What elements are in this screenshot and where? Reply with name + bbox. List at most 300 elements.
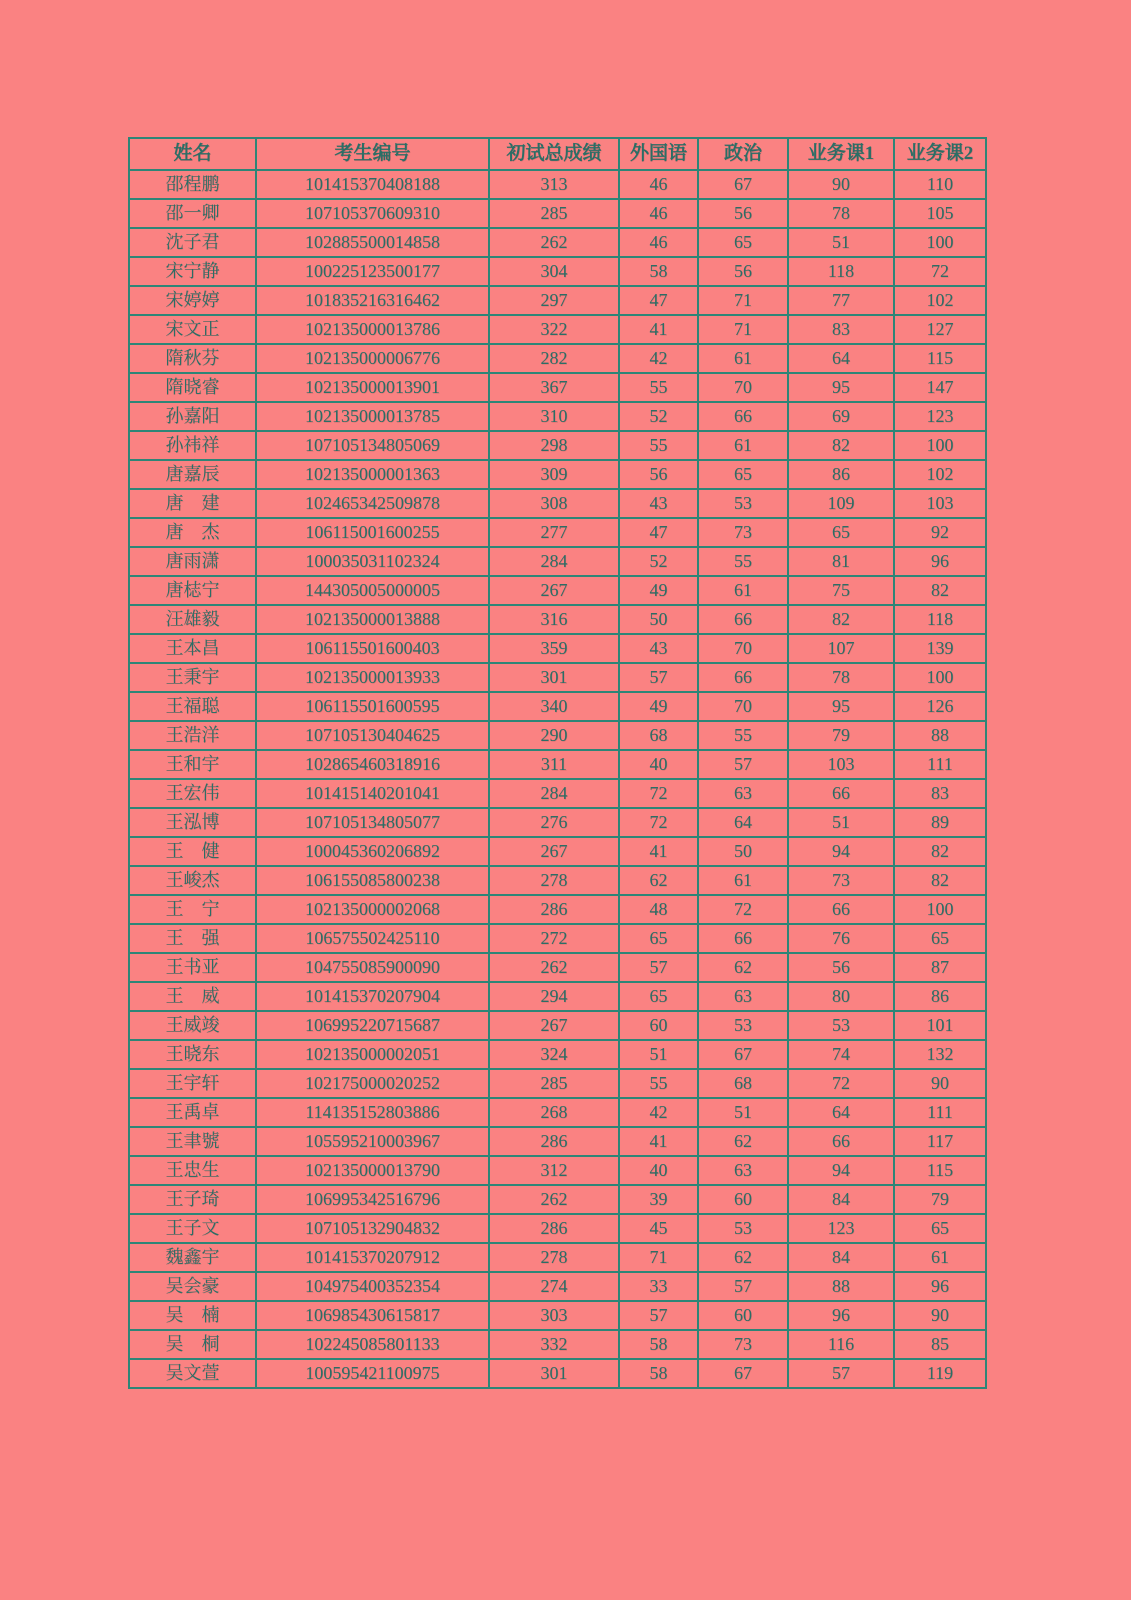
cell-course-2: 132 [894, 1040, 986, 1069]
cell-politics: 67 [698, 1040, 788, 1069]
cell-course-2: 100 [894, 228, 986, 257]
cell-name: 魏鑫宇 [129, 1243, 256, 1272]
cell-total-score: 286 [489, 1127, 619, 1156]
cell-candidate-number: 106575502425110 [256, 924, 489, 953]
cell-course-2: 100 [894, 895, 986, 924]
table-row [129, 721, 986, 750]
cell-total-score: 313 [489, 170, 619, 199]
cell-candidate-number: 107105134805069 [256, 431, 489, 460]
cell-politics: 60 [698, 1301, 788, 1330]
cell-politics: 57 [698, 750, 788, 779]
cell-course-2: 86 [894, 982, 986, 1011]
cell-course-1: 72 [788, 1069, 894, 1098]
cell-candidate-number: 101415370207912 [256, 1243, 489, 1272]
cell-total-score: 278 [489, 1243, 619, 1272]
cell-total-score: 262 [489, 953, 619, 982]
cell-politics: 60 [698, 1185, 788, 1214]
cell-course-2: 82 [894, 576, 986, 605]
cell-course-2: 127 [894, 315, 986, 344]
table-row [129, 808, 986, 837]
cell-politics: 71 [698, 315, 788, 344]
cell-course-2: 102 [894, 460, 986, 489]
cell-course-2: 61 [894, 1243, 986, 1272]
cell-course-1: 118 [788, 257, 894, 286]
cell-course-2: 65 [894, 924, 986, 953]
cell-candidate-number: 101835216316462 [256, 286, 489, 315]
cell-course-1: 76 [788, 924, 894, 953]
cell-politics: 63 [698, 1156, 788, 1185]
table-row [129, 866, 986, 895]
cell-name: 王福聪 [129, 692, 256, 721]
cell-foreign-language: 57 [619, 1301, 698, 1330]
cell-course-2: 100 [894, 663, 986, 692]
cell-politics: 61 [698, 431, 788, 460]
table-row [129, 402, 986, 431]
cell-total-score: 301 [489, 663, 619, 692]
table-row [129, 605, 986, 634]
table-row [129, 1272, 986, 1301]
cell-name: 王子琦 [129, 1185, 256, 1214]
cell-candidate-number: 107105132904832 [256, 1214, 489, 1243]
cell-total-score: 285 [489, 199, 619, 228]
cell-candidate-number: 106155085800238 [256, 866, 489, 895]
cell-name: 吴文萱 [129, 1359, 256, 1388]
cell-foreign-language: 62 [619, 866, 698, 895]
cell-name: 隋秋芬 [129, 344, 256, 373]
table-row [129, 1359, 986, 1388]
cell-course-1: 66 [788, 895, 894, 924]
cell-candidate-number: 107105130404625 [256, 721, 489, 750]
cell-course-1: 82 [788, 605, 894, 634]
cell-course-1: 95 [788, 692, 894, 721]
cell-candidate-number: 105595210003967 [256, 1127, 489, 1156]
header-row [129, 138, 986, 170]
cell-course-2: 82 [894, 866, 986, 895]
cell-course-1: 109 [788, 489, 894, 518]
cell-name: 王忠生 [129, 1156, 256, 1185]
cell-politics: 51 [698, 1098, 788, 1127]
cell-course-2: 115 [894, 1156, 986, 1185]
table-row [129, 924, 986, 953]
cell-politics: 55 [698, 721, 788, 750]
cell-foreign-language: 50 [619, 605, 698, 634]
cell-foreign-language: 58 [619, 257, 698, 286]
cell-course-1: 78 [788, 199, 894, 228]
cell-name: 王浩洋 [129, 721, 256, 750]
cell-politics: 61 [698, 576, 788, 605]
cell-politics: 62 [698, 1243, 788, 1272]
cell-foreign-language: 72 [619, 779, 698, 808]
cell-candidate-number: 144305005000005 [256, 576, 489, 605]
cell-course-2: 79 [894, 1185, 986, 1214]
cell-course-2: 65 [894, 1214, 986, 1243]
cell-total-score: 267 [489, 576, 619, 605]
cell-name: 唐嘉辰 [129, 460, 256, 489]
cell-foreign-language: 47 [619, 518, 698, 547]
cell-name: 邵一卿 [129, 199, 256, 228]
cell-foreign-language: 65 [619, 924, 698, 953]
cell-total-score: 332 [489, 1330, 619, 1359]
cell-total-score: 262 [489, 228, 619, 257]
cell-name: 汪雄毅 [129, 605, 256, 634]
table-row [129, 518, 986, 547]
table-row [129, 431, 986, 460]
cell-politics: 62 [698, 953, 788, 982]
cell-politics: 64 [698, 808, 788, 837]
cell-politics: 53 [698, 1011, 788, 1040]
table-row [129, 895, 986, 924]
cell-foreign-language: 41 [619, 837, 698, 866]
table-row [129, 228, 986, 257]
cell-candidate-number: 102465342509878 [256, 489, 489, 518]
cell-course-1: 79 [788, 721, 894, 750]
table-row [129, 315, 986, 344]
cell-foreign-language: 46 [619, 170, 698, 199]
cell-course-1: 66 [788, 1127, 894, 1156]
cell-name: 王峻杰 [129, 866, 256, 895]
cell-name: 王书亚 [129, 953, 256, 982]
cell-total-score: 277 [489, 518, 619, 547]
cell-total-score: 308 [489, 489, 619, 518]
cell-candidate-number: 106995342516796 [256, 1185, 489, 1214]
cell-foreign-language: 57 [619, 953, 698, 982]
cell-total-score: 359 [489, 634, 619, 663]
table-row [129, 982, 986, 1011]
cell-course-1: 53 [788, 1011, 894, 1040]
cell-candidate-number: 106115501600403 [256, 634, 489, 663]
cell-total-score: 272 [489, 924, 619, 953]
cell-politics: 66 [698, 402, 788, 431]
cell-politics: 68 [698, 1069, 788, 1098]
cell-candidate-number: 100045360206892 [256, 837, 489, 866]
col-header-course-1: 业务课1 [788, 138, 894, 170]
cell-total-score: 301 [489, 1359, 619, 1388]
cell-name: 王禹卓 [129, 1098, 256, 1127]
cell-candidate-number: 102175000020252 [256, 1069, 489, 1098]
cell-total-score: 282 [489, 344, 619, 373]
cell-course-2: 118 [894, 605, 986, 634]
cell-candidate-number: 102865460318916 [256, 750, 489, 779]
cell-course-1: 64 [788, 344, 894, 373]
cell-course-2: 101 [894, 1011, 986, 1040]
cell-course-2: 83 [894, 779, 986, 808]
col-header-politics: 政治 [698, 138, 788, 170]
cell-course-1: 57 [788, 1359, 894, 1388]
cell-name: 唐 杰 [129, 518, 256, 547]
cell-course-2: 96 [894, 547, 986, 576]
cell-candidate-number: 102135000013786 [256, 315, 489, 344]
table-row [129, 663, 986, 692]
cell-course-1: 51 [788, 228, 894, 257]
cell-candidate-number: 102885500014858 [256, 228, 489, 257]
cell-foreign-language: 40 [619, 1156, 698, 1185]
table-row [129, 1127, 986, 1156]
cell-course-2: 139 [894, 634, 986, 663]
cell-foreign-language: 55 [619, 1069, 698, 1098]
cell-course-2: 147 [894, 373, 986, 402]
cell-course-2: 72 [894, 257, 986, 286]
table-row [129, 1301, 986, 1330]
cell-candidate-number: 107105134805077 [256, 808, 489, 837]
cell-candidate-number: 102135000013933 [256, 663, 489, 692]
cell-foreign-language: 71 [619, 1243, 698, 1272]
cell-total-score: 284 [489, 779, 619, 808]
cell-course-1: 123 [788, 1214, 894, 1243]
cell-foreign-language: 41 [619, 1127, 698, 1156]
cell-name: 王秉宇 [129, 663, 256, 692]
cell-foreign-language: 48 [619, 895, 698, 924]
table-row [129, 257, 986, 286]
cell-candidate-number: 100595421100975 [256, 1359, 489, 1388]
cell-politics: 55 [698, 547, 788, 576]
cell-course-1: 65 [788, 518, 894, 547]
cell-candidate-number: 102135000013785 [256, 402, 489, 431]
cell-politics: 72 [698, 895, 788, 924]
cell-course-1: 94 [788, 1156, 894, 1185]
cell-foreign-language: 47 [619, 286, 698, 315]
cell-candidate-number: 102135000006776 [256, 344, 489, 373]
cell-course-2: 117 [894, 1127, 986, 1156]
cell-total-score: 367 [489, 373, 619, 402]
table-row [129, 489, 986, 518]
cell-total-score: 268 [489, 1098, 619, 1127]
cell-name: 王 宁 [129, 895, 256, 924]
cell-course-1: 66 [788, 779, 894, 808]
cell-politics: 70 [698, 373, 788, 402]
table-row [129, 1011, 986, 1040]
cell-candidate-number: 106995220715687 [256, 1011, 489, 1040]
cell-foreign-language: 55 [619, 373, 698, 402]
cell-politics: 53 [698, 489, 788, 518]
cell-candidate-number: 102135000013901 [256, 373, 489, 402]
cell-politics: 63 [698, 982, 788, 1011]
cell-total-score: 294 [489, 982, 619, 1011]
cell-foreign-language: 51 [619, 1040, 698, 1069]
cell-candidate-number: 102135000001363 [256, 460, 489, 489]
cell-total-score: 340 [489, 692, 619, 721]
cell-total-score: 262 [489, 1185, 619, 1214]
table-body [129, 170, 986, 1388]
cell-course-1: 69 [788, 402, 894, 431]
cell-foreign-language: 52 [619, 402, 698, 431]
cell-foreign-language: 68 [619, 721, 698, 750]
cell-course-1: 103 [788, 750, 894, 779]
cell-foreign-language: 33 [619, 1272, 698, 1301]
cell-foreign-language: 56 [619, 460, 698, 489]
cell-foreign-language: 46 [619, 199, 698, 228]
col-header-candidate-number: 考生编号 [256, 138, 489, 170]
cell-name: 宋文正 [129, 315, 256, 344]
cell-total-score: 284 [489, 547, 619, 576]
cell-candidate-number: 102135000002051 [256, 1040, 489, 1069]
cell-name: 邵程鹏 [129, 170, 256, 199]
cell-course-2: 96 [894, 1272, 986, 1301]
table-row [129, 779, 986, 808]
cell-course-2: 115 [894, 344, 986, 373]
table-row [129, 1156, 986, 1185]
cell-course-2: 105 [894, 199, 986, 228]
table-row [129, 199, 986, 228]
cell-name: 王泓博 [129, 808, 256, 837]
table-row [129, 460, 986, 489]
cell-name: 沈子君 [129, 228, 256, 257]
cell-course-2: 110 [894, 170, 986, 199]
cell-foreign-language: 39 [619, 1185, 698, 1214]
cell-name: 王本昌 [129, 634, 256, 663]
cell-course-1: 84 [788, 1185, 894, 1214]
table-row [129, 1330, 986, 1359]
cell-course-1: 81 [788, 547, 894, 576]
cell-total-score: 324 [489, 1040, 619, 1069]
cell-name: 吴 楠 [129, 1301, 256, 1330]
cell-candidate-number: 101415370408188 [256, 170, 489, 199]
cell-politics: 65 [698, 460, 788, 489]
table-row [129, 634, 986, 663]
cell-candidate-number: 100035031102324 [256, 547, 489, 576]
cell-candidate-number: 102135000013888 [256, 605, 489, 634]
cell-politics: 73 [698, 1330, 788, 1359]
cell-name: 王聿號 [129, 1127, 256, 1156]
cell-politics: 66 [698, 924, 788, 953]
cell-politics: 67 [698, 170, 788, 199]
cell-foreign-language: 60 [619, 1011, 698, 1040]
cell-politics: 56 [698, 199, 788, 228]
table-row [129, 1098, 986, 1127]
cell-total-score: 286 [489, 1214, 619, 1243]
cell-foreign-language: 43 [619, 489, 698, 518]
cell-foreign-language: 72 [619, 808, 698, 837]
table-row [129, 1214, 986, 1243]
cell-course-2: 82 [894, 837, 986, 866]
cell-candidate-number: 106115001600255 [256, 518, 489, 547]
cell-politics: 66 [698, 663, 788, 692]
cell-name: 王 健 [129, 837, 256, 866]
cell-candidate-number: 104975400352354 [256, 1272, 489, 1301]
cell-course-1: 88 [788, 1272, 894, 1301]
cell-foreign-language: 42 [619, 1098, 698, 1127]
cell-name: 吴 桐 [129, 1330, 256, 1359]
col-header-course-2: 业务课2 [894, 138, 986, 170]
col-header-name: 姓名 [129, 138, 256, 170]
cell-candidate-number: 101415370207904 [256, 982, 489, 1011]
table-row [129, 692, 986, 721]
cell-course-1: 78 [788, 663, 894, 692]
cell-course-2: 111 [894, 1098, 986, 1127]
cell-course-1: 80 [788, 982, 894, 1011]
cell-name: 唐梽宁 [129, 576, 256, 605]
cell-course-2: 85 [894, 1330, 986, 1359]
cell-name: 宋婷婷 [129, 286, 256, 315]
cell-course-1: 96 [788, 1301, 894, 1330]
cell-course-1: 94 [788, 837, 894, 866]
cell-course-2: 87 [894, 953, 986, 982]
cell-politics: 57 [698, 1272, 788, 1301]
cell-course-1: 51 [788, 808, 894, 837]
cell-name: 王 强 [129, 924, 256, 953]
cell-course-1: 90 [788, 170, 894, 199]
cell-name: 王 威 [129, 982, 256, 1011]
table-row [129, 953, 986, 982]
cell-course-1: 74 [788, 1040, 894, 1069]
cell-course-1: 73 [788, 866, 894, 895]
cell-course-2: 92 [894, 518, 986, 547]
cell-course-1: 77 [788, 286, 894, 315]
cell-total-score: 290 [489, 721, 619, 750]
cell-name: 隋晓睿 [129, 373, 256, 402]
cell-name: 宋宁静 [129, 257, 256, 286]
cell-course-1: 75 [788, 576, 894, 605]
table-row [129, 170, 986, 199]
cell-course-1: 116 [788, 1330, 894, 1359]
cell-course-2: 89 [894, 808, 986, 837]
cell-candidate-number: 106115501600595 [256, 692, 489, 721]
cell-total-score: 309 [489, 460, 619, 489]
table-row [129, 1040, 986, 1069]
table-row [129, 344, 986, 373]
cell-course-2: 88 [894, 721, 986, 750]
cell-candidate-number: 102245085801133 [256, 1330, 489, 1359]
table-row [129, 1243, 986, 1272]
cell-total-score: 298 [489, 431, 619, 460]
cell-course-2: 102 [894, 286, 986, 315]
cell-course-1: 86 [788, 460, 894, 489]
cell-total-score: 267 [489, 1011, 619, 1040]
cell-course-2: 103 [894, 489, 986, 518]
cell-name: 孙祎祥 [129, 431, 256, 460]
table-row [129, 750, 986, 779]
cell-name: 王子文 [129, 1214, 256, 1243]
cell-politics: 73 [698, 518, 788, 547]
cell-course-1: 56 [788, 953, 894, 982]
cell-candidate-number: 102135000013790 [256, 1156, 489, 1185]
col-header-foreign-language: 外国语 [619, 138, 698, 170]
scores-table [128, 137, 987, 1389]
table-row [129, 576, 986, 605]
cell-foreign-language: 41 [619, 315, 698, 344]
cell-course-2: 90 [894, 1069, 986, 1098]
cell-course-1: 95 [788, 373, 894, 402]
cell-total-score: 278 [489, 866, 619, 895]
cell-course-1: 82 [788, 431, 894, 460]
cell-name: 王威竣 [129, 1011, 256, 1040]
cell-politics: 70 [698, 692, 788, 721]
cell-foreign-language: 58 [619, 1359, 698, 1388]
cell-total-score: 303 [489, 1301, 619, 1330]
cell-course-2: 111 [894, 750, 986, 779]
cell-politics: 50 [698, 837, 788, 866]
cell-politics: 63 [698, 779, 788, 808]
cell-candidate-number: 107105370609310 [256, 199, 489, 228]
cell-politics: 67 [698, 1359, 788, 1388]
cell-foreign-language: 55 [619, 431, 698, 460]
table-row [129, 373, 986, 402]
cell-politics: 66 [698, 605, 788, 634]
cell-foreign-language: 52 [619, 547, 698, 576]
cell-course-1: 64 [788, 1098, 894, 1127]
cell-name: 唐 建 [129, 489, 256, 518]
table-row [129, 547, 986, 576]
cell-politics: 62 [698, 1127, 788, 1156]
cell-politics: 70 [698, 634, 788, 663]
cell-course-2: 90 [894, 1301, 986, 1330]
cell-candidate-number: 114135152803886 [256, 1098, 489, 1127]
cell-foreign-language: 43 [619, 634, 698, 663]
cell-candidate-number: 102135000002068 [256, 895, 489, 924]
cell-candidate-number: 101415140201041 [256, 779, 489, 808]
cell-foreign-language: 49 [619, 692, 698, 721]
cell-name: 王和宇 [129, 750, 256, 779]
cell-politics: 71 [698, 286, 788, 315]
